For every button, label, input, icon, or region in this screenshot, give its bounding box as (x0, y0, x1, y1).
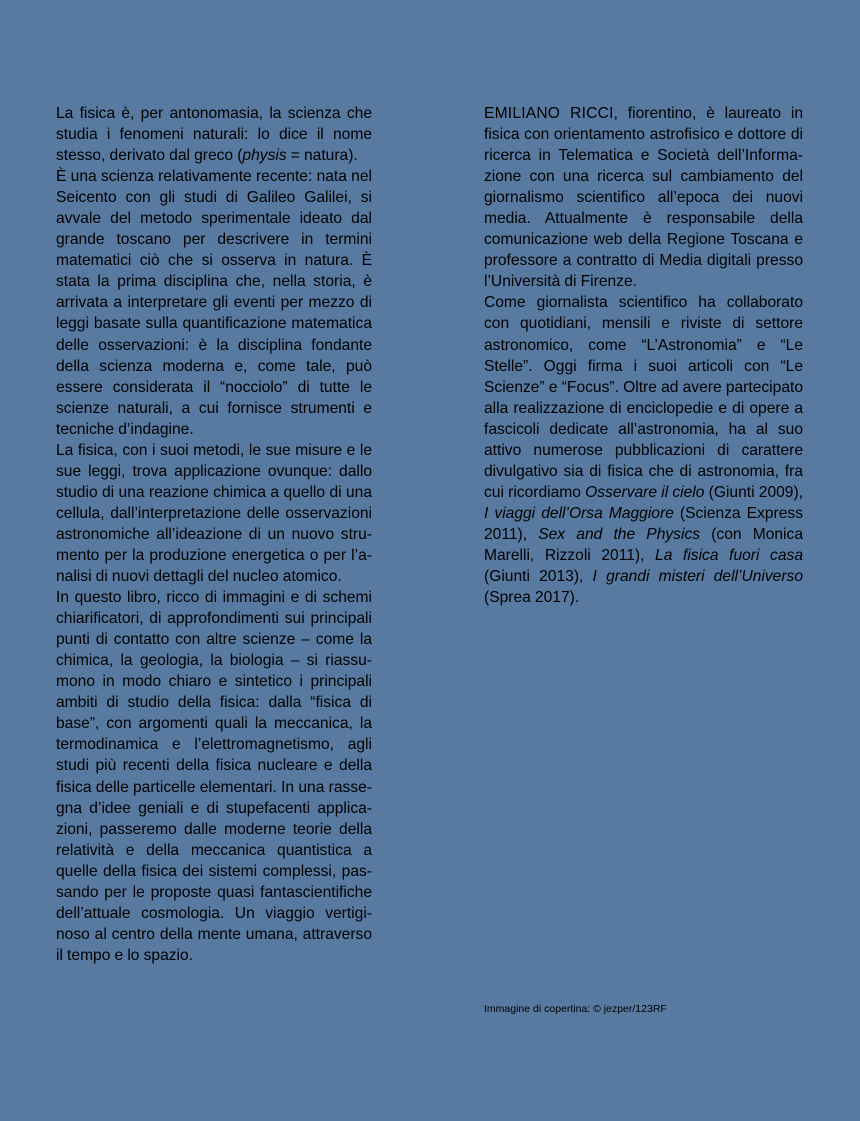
applications-paragraph: La fisica, con i suoi metodi, le sue misure e le sue leggi, trova applicazione ovunque: dallo studio di una reazione chimica a quello di una cellula, dall’interpretazione delle osservazioni astronomiche all’ideazione di un nuovo strumento per la produzione energetica o per l’analisi di nuovi dettagli del nucleo atomico. (56, 441, 372, 586)
book-info: (con Monica Marelli, Rizzoli 2011), (484, 525, 803, 564)
intro-text-end: = natura). (286, 147, 358, 165)
book-content-paragraph: In questo libro, ricco di immagini e di schemi chiarificatori, di approfondimenti sui principali punti di contatto con altre scienze – come la chimica, la geologia, la biologia – si riassumono in modo chiaro e sintetico i principali ambiti di studio della fisica: dalla “fisica di base”, con argomenti quali la meccanica, la termodinamica e l’elettromagnetismo, agli studi più recenti della fisica nucleare e della fisica delle particelle elementari. In una rassegna d’idee geniali e di stupefacenti applicazioni, passeremo dalle moderne teorie della relatività e della meccanica quantistica a quelle della fisica dei sistemi complessi, passando per le proposte quasi fantascientifiche dell’attuale cosmologia. Un viaggio vertiginoso al centro della mente umana, attraverso il tempo e lo spazio. (56, 589, 372, 964)
history-paragraph: È una scienza relativamente recente: nata nel Seicento con gli studi di Galileo Galilei, si avvale del metodo sperimentale ideato dal grande toscano per descrivere in termini matematici ciò che si osserva in natura. È stata la prima disciplina che, nella storia, è arrivata a interpretare gli eventi per mezzo di leggi basate sulla quantificazione matematica delle osservazioni: è la disciplina fondante della scienza moderna e, come tale, può essere considerata il “nocciolo” di tutte le scienze naturali, a cui fornisce strumenti e tecniche d’indagine. (56, 168, 372, 438)
description-column (56, 103, 372, 966)
intro-greek-term: physis (242, 147, 287, 165)
author-column (484, 103, 803, 608)
book-title: Osservare il cielo (585, 483, 705, 501)
author-bio-text: , fiorentino, è laureato in fisica con orientamento astrofisico e dottore di ricerca in Telematica e Società dell’Informazione con una ricerca sul cambiamento del giornalismo scientifico all’epoca dei nuovi media. Attualmente è responsabile della comunicazione web della Regione Toscana e professore a contratto di Media digitali presso l’Università di Firenze. (484, 105, 803, 291)
book-info: (Scienza Express 2011), (484, 504, 803, 543)
book-info: (Giunti 2013), (484, 568, 593, 586)
author-name: EMILIANO RICCI (484, 105, 614, 122)
book-title: I grandi misteri dell’Universo (592, 568, 803, 586)
book-info: (Sprea 2017). (484, 589, 580, 607)
book-info: (Giunti 2009), (704, 483, 803, 501)
career-text: Come giornalista scientifico ha collaborato con quotidiani, mensili e riviste di settore astronomico, come “L’Astronomia” e “Le Stelle”. Oggi firma i suoi articoli con “Le Scienze” e “Focus”. Oltre ad avere partecipato alla realizzazione di enciclopedie e di opere a fascicoli dedicate all’astronomia, ha al suo attivo numerose pubblicazioni di carattere divulgativo sia di fisica che di astronomia, fra cui ricordiamo (484, 294, 803, 501)
intro-text-start: La fisica è, per antonomasia, la scienza che studia i fenomeni naturali: lo dice il nome stesso, derivato dal greco ( (56, 105, 372, 165)
cover-image-credit: Immagine di copertina: © jezper/123RF (484, 1003, 667, 1015)
book-title: I viaggi dell’Orsa Maggiore (484, 504, 674, 522)
author-career-paragraph (484, 292, 803, 608)
book-title: Sex and the Physics (538, 525, 701, 543)
book-title: La fisica fuori casa (655, 546, 803, 564)
author-bio-paragraph (484, 103, 803, 292)
intro-paragraph (56, 103, 372, 166)
